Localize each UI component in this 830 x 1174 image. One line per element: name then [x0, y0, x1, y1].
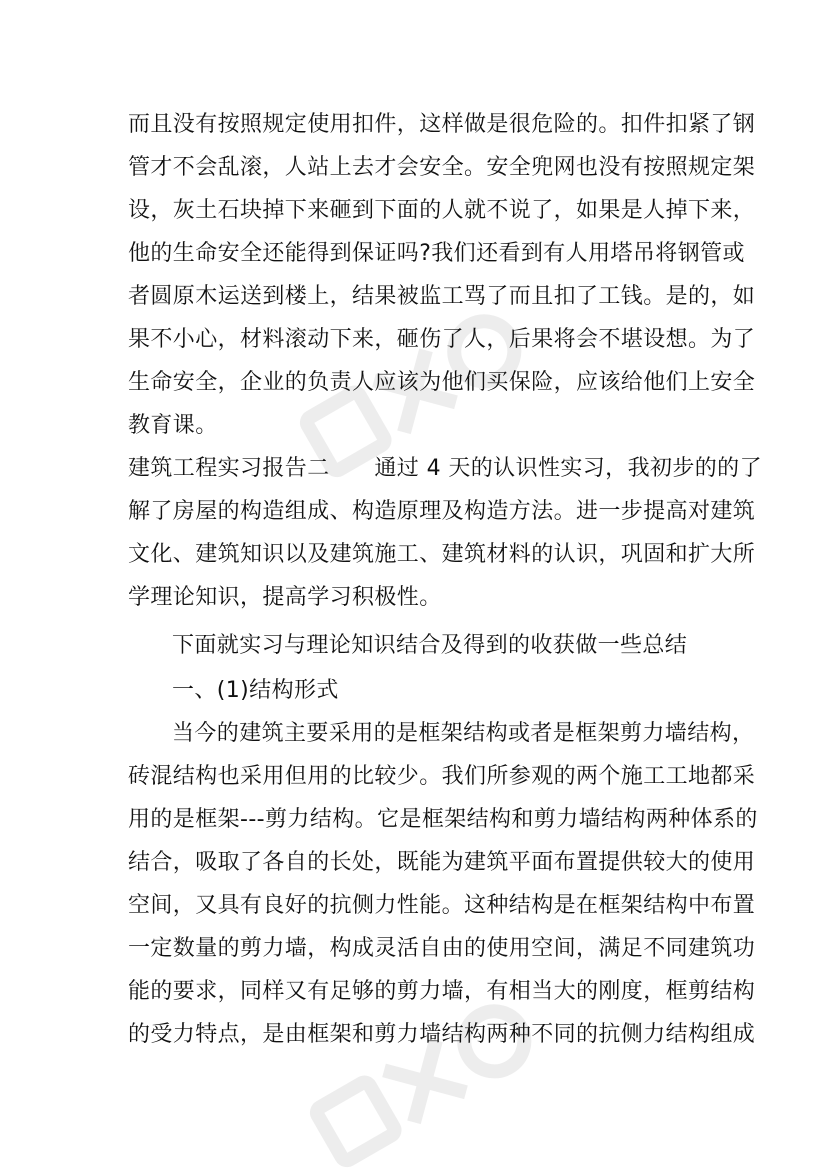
- paragraph-line: 他的生命安全还能得到保证吗?我们还看到有人用塔吊将钢管或: [128, 241, 745, 266]
- summary-intro-line: 下面就实习与理论知识结合及得到的收获做一些总结: [172, 633, 688, 658]
- paragraph-line: 当今的建筑主要采用的是框架结构或者是框架剪力墙结构，: [172, 721, 755, 746]
- paragraph-line: 解了房屋的构造组成、构造原理及构造方法。进一步提高对建筑: [128, 499, 756, 524]
- paragraph-line: 的受力特点，是由框架和剪力墙结构两种不同的抗侧力结构组成: [128, 1022, 756, 1047]
- paragraph-line: 一定数量的剪力墙，构成灵活自由的使用空间，满足不同建筑功: [128, 936, 756, 961]
- paragraph-line: 砖混结构也采用但用的比较少。我们所参观的两个施工工地都采: [128, 764, 756, 789]
- paragraph-line: 学理论知识，提高学习积极性。: [128, 585, 442, 610]
- paragraph-line: 而且没有按照规定使用扣件，这样做是很危险的。扣件扣紧了钢: [128, 112, 756, 137]
- paragraph-line: 果不小心，材料滚动下来，砸伤了人，后果将会不堪设想。为了: [128, 327, 756, 352]
- paragraph-line: 空间，又具有良好的抗侧力性能。这种结构是在框架结构中布置: [128, 893, 756, 918]
- paragraph-line: 用的是框架---剪力结构。它是框架结构和剪力墙结构两种体系的: [128, 807, 758, 832]
- paragraph-line: 管才不会乱滚，人站上去才会安全。安全兜网也没有按照规定架: [128, 155, 756, 180]
- report-heading-line: 建筑工程实习报告二 通过 4 天的认识性实习，我初步的的了: [128, 456, 762, 481]
- paragraph-line: 结合，吸取了各自的长处，既能为建筑平面布置提供较大的使用: [128, 850, 756, 875]
- paragraph-line: 教育课。: [128, 413, 218, 438]
- section-heading: 一、(1)结构形式: [172, 678, 339, 703]
- watermark-logo-icon: [300, 990, 560, 1174]
- paragraph-line: 文化、建筑知识以及建筑施工、建筑材料的认识，巩固和扩大所: [128, 542, 756, 567]
- paragraph-line: 能的要求，同样又有足够的剪力墙，有相当大的刚度，框剪结构: [128, 979, 756, 1004]
- paragraph-line: 者圆原木运送到楼上，结果被监工骂了而且扣了工钱。是的，如: [128, 284, 756, 309]
- paragraph-line: 设，灰土石块掉下来砸到下面的人就不说了，如果是人掉下来，: [128, 198, 756, 223]
- paragraph-line: 生命安全，企业的负责人应该为他们买保险，应该给他们上安全: [128, 370, 756, 395]
